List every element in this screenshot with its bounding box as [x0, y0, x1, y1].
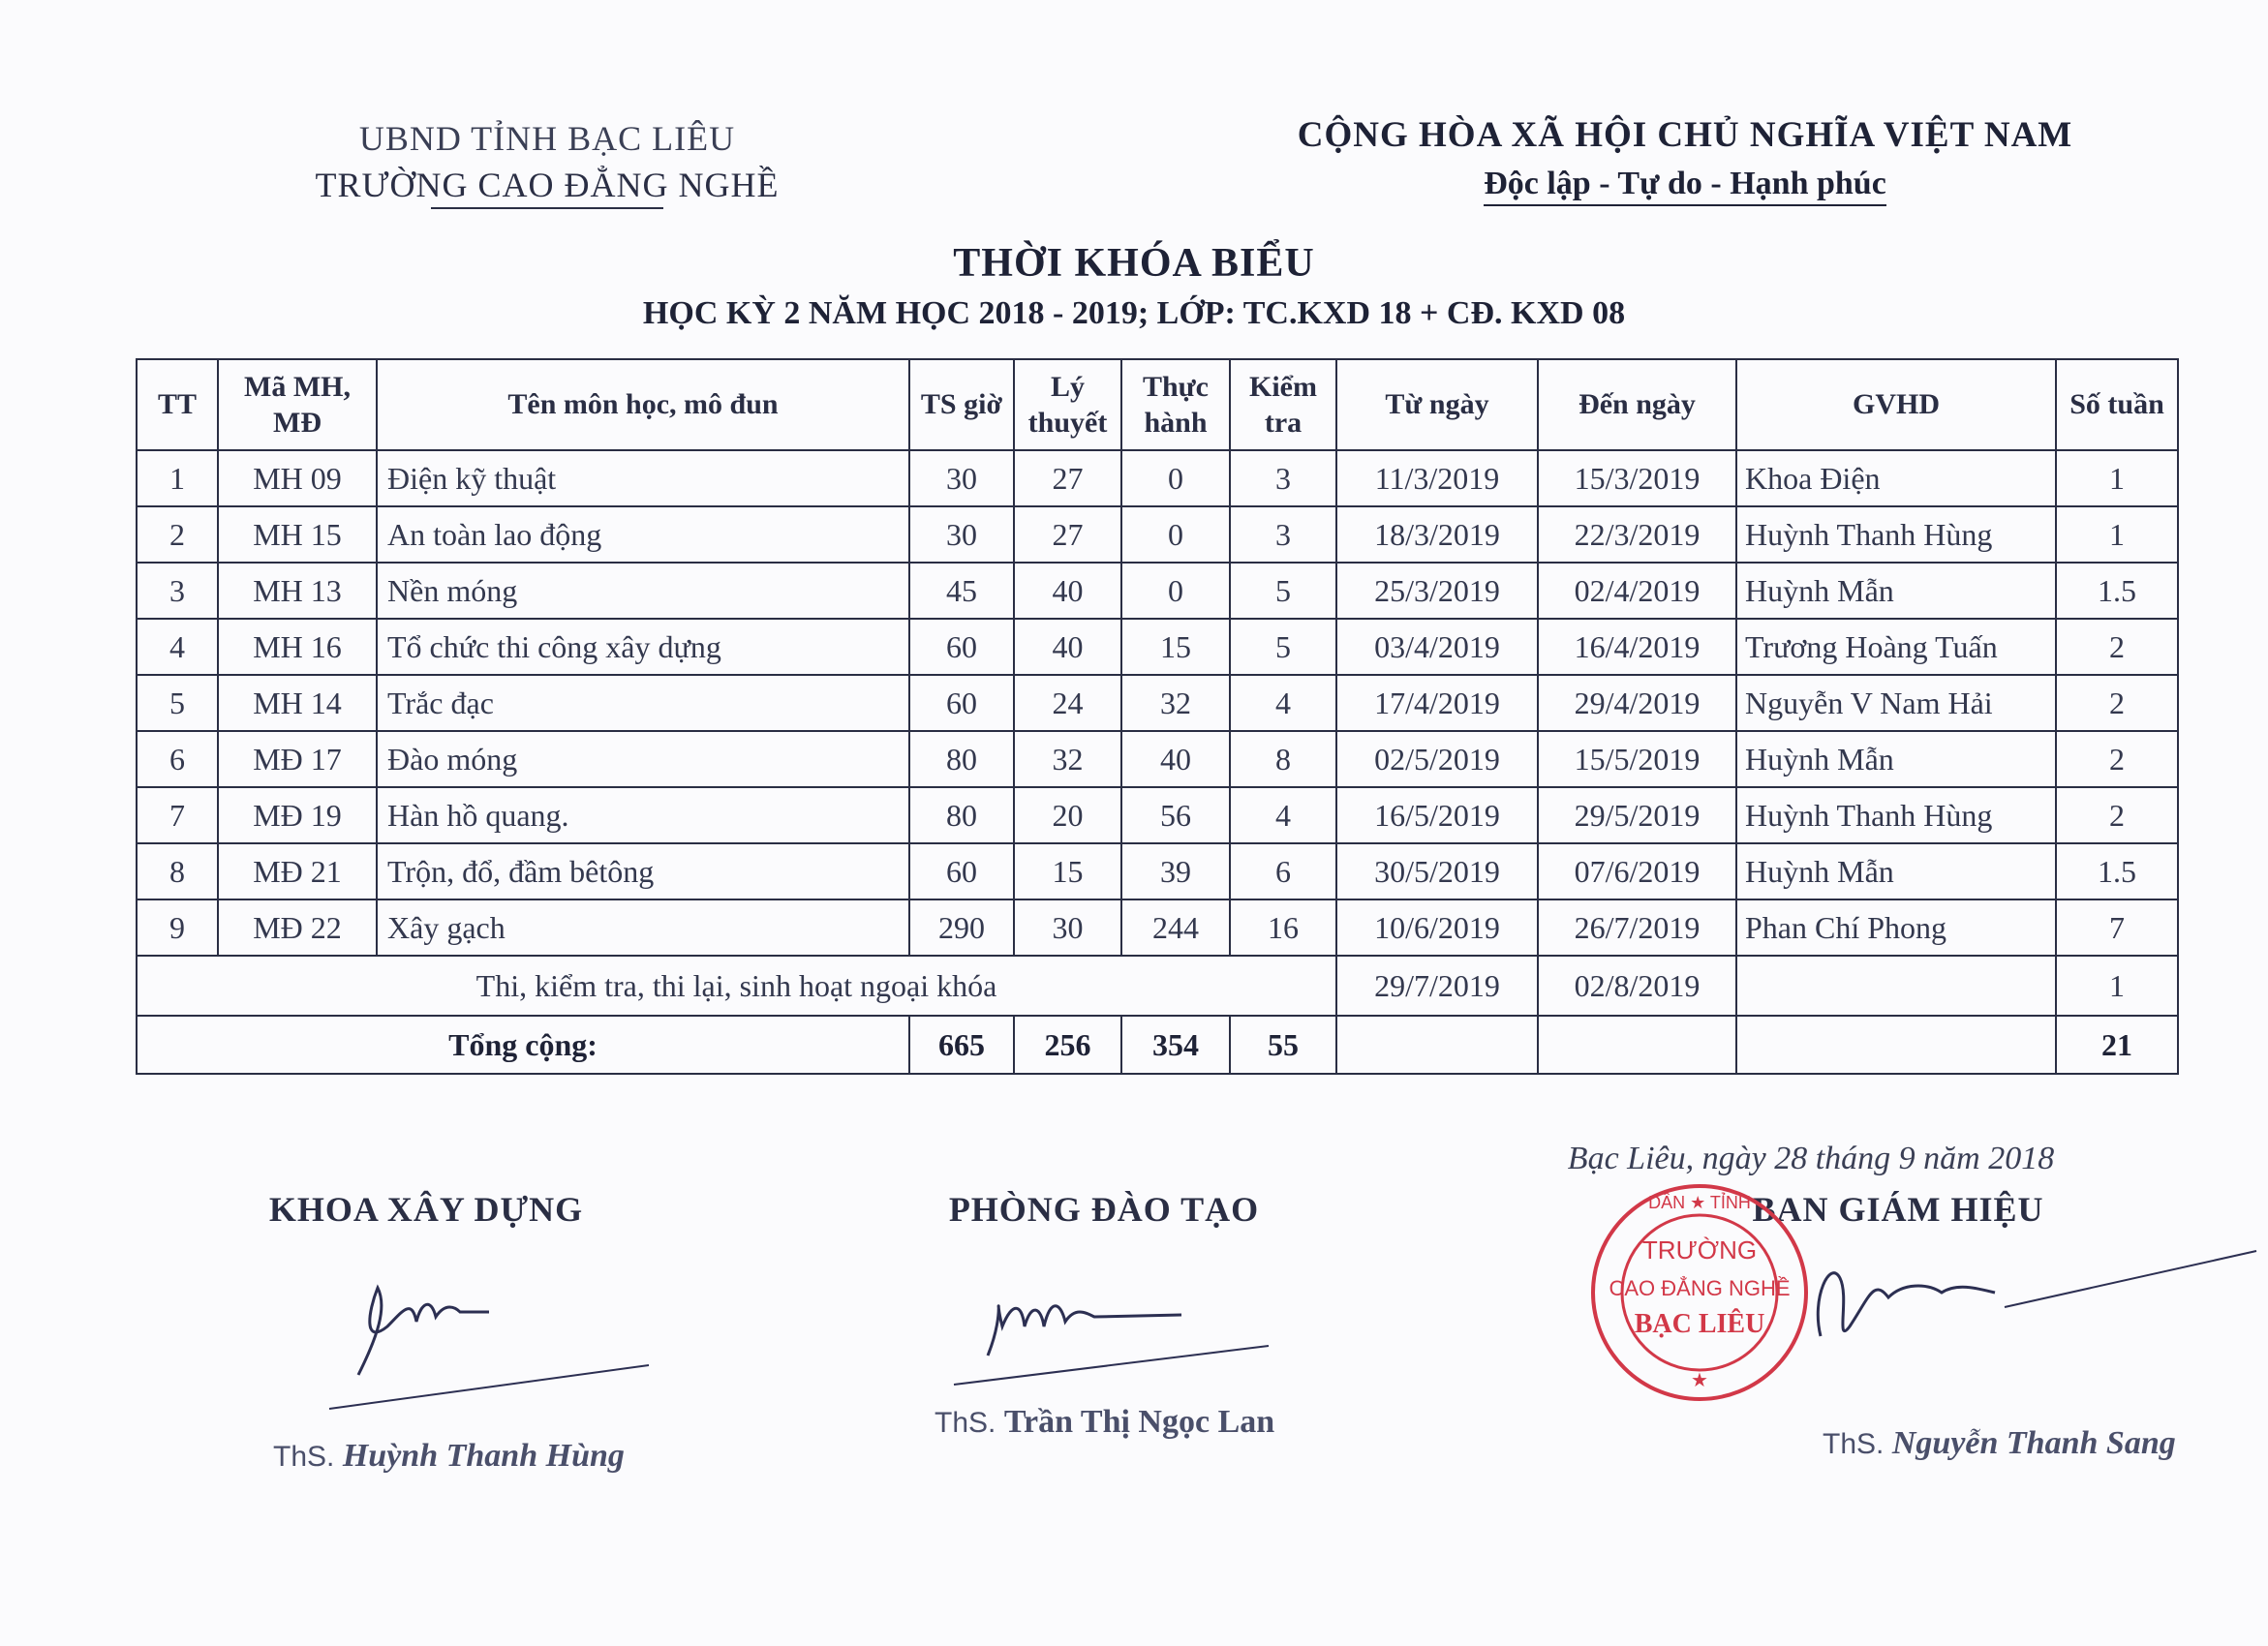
- cell-den: 26/7/2019: [1538, 899, 1736, 956]
- cell-ten: An toàn lao động: [377, 506, 909, 563]
- cell-ts: 30: [909, 506, 1014, 563]
- cell-ts: 60: [909, 619, 1014, 675]
- cell-gv: Trương Hoàng Tuấn: [1736, 619, 2056, 675]
- cell-tt: 9: [137, 899, 218, 956]
- right-signer-title: BAN GIÁM HIỆU: [1752, 1190, 2044, 1229]
- table-row: [137, 619, 2178, 675]
- cell-ten: Hàn hồ quang.: [377, 787, 909, 843]
- cell-lt: 24: [1014, 675, 1121, 731]
- cell-den: 07/6/2019: [1538, 843, 1736, 899]
- cell-lt: 27: [1014, 450, 1121, 506]
- exam-period-row: [137, 956, 2178, 1016]
- cell-ten: Nền móng: [377, 563, 909, 619]
- cell-ts: 45: [909, 563, 1014, 619]
- cell-tt: 2: [137, 506, 218, 563]
- cell-ten: Đào móng: [377, 731, 909, 787]
- cell-ten: Trộn, đổ, đầm bêtông: [377, 843, 909, 899]
- cell-tu: 16/5/2019: [1336, 787, 1538, 843]
- cell-tu: 11/3/2019: [1336, 450, 1538, 506]
- table-row: [137, 787, 2178, 843]
- middle-signature-mark: [949, 1268, 1298, 1394]
- cell-tuan: 2: [2056, 787, 2178, 843]
- cell-tuan: 2: [2056, 675, 2178, 731]
- cell-tu: 29/7/2019: [1336, 956, 1538, 1016]
- cell-ten: Điện kỹ thuật: [377, 450, 909, 506]
- cell-lt: 27: [1014, 506, 1121, 563]
- issuer-school: TRƯỜNG CAO ĐẲNG NGHỀ: [315, 166, 780, 204]
- col-header-tu: Từ ngày: [1336, 359, 1538, 450]
- col-header-lt: Lý thuyết: [1014, 359, 1121, 450]
- col-header-ten: Tên môn học, mô đun: [377, 359, 909, 450]
- table-row: [137, 563, 2178, 619]
- cell-tt: 3: [137, 563, 218, 619]
- cell-tuan: 1.5: [2056, 563, 2178, 619]
- national-name: CỘNG HÒA XÃ HỘI CHỦ NGHĨA VIỆT NAM: [1297, 115, 2073, 155]
- cell-kt: 5: [1230, 619, 1336, 675]
- national-motto-block: [1249, 114, 2121, 206]
- cell-tuan: 1.5: [2056, 843, 2178, 899]
- exam-period-label: Thi, kiểm tra, thi lại, sinh hoạt ngoại khóa: [137, 956, 1336, 1016]
- cell-tt: 7: [137, 787, 218, 843]
- cell-ma: MĐ 17: [218, 731, 377, 787]
- cell-kt: 3: [1230, 506, 1336, 563]
- cell-gv: Phan Chí Phong: [1736, 899, 2056, 956]
- cell-tu: 17/4/2019: [1336, 675, 1538, 731]
- total-gv: [1736, 1016, 2056, 1074]
- cell-tuan: 1: [2056, 450, 2178, 506]
- issuer-underline: [431, 207, 663, 209]
- cell-th: 0: [1121, 450, 1230, 506]
- total-tuan: 21: [2056, 1016, 2178, 1074]
- svg-text:★: ★: [1691, 1370, 1708, 1391]
- cell-ma: MĐ 19: [218, 787, 377, 843]
- cell-den: 29/5/2019: [1538, 787, 1736, 843]
- total-lt: 256: [1014, 1016, 1121, 1074]
- cell-kt: 4: [1230, 787, 1336, 843]
- cell-gv: Huỳnh Mẫn: [1736, 843, 2056, 899]
- cell-lt: 40: [1014, 619, 1121, 675]
- cell-gv: Huỳnh Mẫn: [1736, 731, 2056, 787]
- cell-th: 39: [1121, 843, 1230, 899]
- cell-tu: 30/5/2019: [1336, 843, 1538, 899]
- right-signature-mark: [1782, 1239, 2266, 1375]
- cell-den: 02/8/2019: [1538, 956, 1736, 1016]
- cell-lt: 15: [1014, 843, 1121, 899]
- cell-tuan: 1: [2056, 956, 2178, 1016]
- issuer-block: [223, 118, 872, 209]
- cell-den: 15/3/2019: [1538, 450, 1736, 506]
- cell-ts: 80: [909, 787, 1014, 843]
- total-tu: [1336, 1016, 1538, 1074]
- total-th: 354: [1121, 1016, 1230, 1074]
- table-row: [137, 506, 2178, 563]
- issuer-authority: UBND TỈNH BẠC LIÊU: [358, 119, 736, 158]
- cell-tt: 5: [137, 675, 218, 731]
- cell-kt: 5: [1230, 563, 1336, 619]
- cell-gv: Khoa Điện: [1736, 450, 2056, 506]
- cell-ts: 290: [909, 899, 1014, 956]
- cell-ts: 60: [909, 843, 1014, 899]
- svg-text:BẠC LIÊU: BẠC LIÊU: [1634, 1309, 1765, 1339]
- cell-tt: 4: [137, 619, 218, 675]
- cell-gv: Huỳnh Thanh Hùng: [1736, 787, 2056, 843]
- cell-lt: 32: [1014, 731, 1121, 787]
- cell-th: 15: [1121, 619, 1230, 675]
- document-title: THỜI KHÓA BIỂU: [953, 241, 1315, 286]
- cell-ma: MH 13: [218, 563, 377, 619]
- cell-tt: 6: [137, 731, 218, 787]
- cell-ts: 60: [909, 675, 1014, 731]
- cell-lt: 20: [1014, 787, 1121, 843]
- cell-ma: MĐ 22: [218, 899, 377, 956]
- table-header-row: [137, 359, 2178, 450]
- document-subtitle: HỌC KỲ 2 NĂM HỌC 2018 - 2019; LỚP: TC.KXD 18 + CĐ. KXD 08: [642, 295, 1626, 331]
- cell-den: 29/4/2019: [1538, 675, 1736, 731]
- table-row: [137, 450, 2178, 506]
- middle-signer-title: PHÒNG ĐÀO TẠO: [948, 1190, 1260, 1229]
- national-motto: Độc lập - Tự do - Hạnh phúc: [1484, 166, 1886, 206]
- cell-kt: 3: [1230, 450, 1336, 506]
- col-header-den: Đến ngày: [1538, 359, 1736, 450]
- col-header-tt: TT: [137, 359, 218, 450]
- total-den: [1538, 1016, 1736, 1074]
- cell-gv: Huỳnh Mẫn: [1736, 563, 2056, 619]
- svg-text:DÂN ★ TỈNH: DÂN ★ TỈNH: [1648, 1193, 1751, 1212]
- cell-ma: MH 15: [218, 506, 377, 563]
- col-header-th: Thực hành: [1121, 359, 1230, 450]
- svg-text:TRƯỜNG: TRƯỜNG: [1641, 1235, 1758, 1265]
- table-row: [137, 899, 2178, 956]
- cell-kt: 16: [1230, 899, 1336, 956]
- cell-th: 244: [1121, 899, 1230, 956]
- cell-tu: 02/5/2019: [1336, 731, 1538, 787]
- cell-th: 0: [1121, 506, 1230, 563]
- col-header-ma: Mã MH, MĐ: [218, 359, 377, 450]
- cell-th: 32: [1121, 675, 1230, 731]
- cell-tuan: 2: [2056, 619, 2178, 675]
- cell-tu: 10/6/2019: [1336, 899, 1538, 956]
- cell-tuan: 2: [2056, 731, 2178, 787]
- cell-th: 56: [1121, 787, 1230, 843]
- left-signer-name: ThS. Huỳnh Thanh Hùng: [273, 1438, 625, 1474]
- total-ts: 665: [909, 1016, 1014, 1074]
- cell-ts: 30: [909, 450, 1014, 506]
- cell-ma: MH 14: [218, 675, 377, 731]
- cell-tuan: 7: [2056, 899, 2178, 956]
- cell-th: 0: [1121, 563, 1230, 619]
- total-label: Tổng cộng:: [137, 1016, 909, 1074]
- cell-tt: 8: [137, 843, 218, 899]
- cell-th: 40: [1121, 731, 1230, 787]
- timetable: [136, 358, 2179, 1075]
- cell-ten: Trắc đạc: [377, 675, 909, 731]
- total-kt: 55: [1230, 1016, 1336, 1074]
- cell-den: 02/4/2019: [1538, 563, 1736, 619]
- cell-gv: [1736, 956, 2056, 1016]
- table-row: [137, 675, 2178, 731]
- cell-lt: 40: [1014, 563, 1121, 619]
- col-header-ts: TS giờ: [909, 359, 1014, 450]
- cell-lt: 30: [1014, 899, 1121, 956]
- place-date-line: Bạc Liêu, ngày 28 tháng 9 năm 2018: [1567, 1141, 2055, 1176]
- table-row: [137, 731, 2178, 787]
- cell-gv: Nguyễn V Nam Hải: [1736, 675, 2056, 731]
- cell-kt: 8: [1230, 731, 1336, 787]
- cell-ma: MH 09: [218, 450, 377, 506]
- cell-ma: MH 16: [218, 619, 377, 675]
- table-row: [137, 843, 2178, 899]
- cell-kt: 6: [1230, 843, 1336, 899]
- cell-tu: 18/3/2019: [1336, 506, 1538, 563]
- cell-tu: 25/3/2019: [1336, 563, 1538, 619]
- cell-tu: 03/4/2019: [1336, 619, 1538, 675]
- cell-den: 15/5/2019: [1538, 731, 1736, 787]
- cell-ma: MĐ 21: [218, 843, 377, 899]
- cell-tt: 1: [137, 450, 218, 506]
- left-signer-title: KHOA XÂY DỰNG: [268, 1190, 584, 1229]
- middle-signer-name: ThS. Trần Thị Ngọc Lan: [935, 1404, 1275, 1440]
- cell-ten: Tổ chức thi công xây dựng: [377, 619, 909, 675]
- table-body: [137, 450, 2178, 1074]
- cell-ten: Xây gạch: [377, 899, 909, 956]
- total-row: [137, 1016, 2178, 1074]
- col-header-kt: Kiểm tra: [1230, 359, 1336, 450]
- cell-gv: Huỳnh Thanh Hùng: [1736, 506, 2056, 563]
- cell-den: 16/4/2019: [1538, 619, 1736, 675]
- cell-tuan: 1: [2056, 506, 2178, 563]
- official-seal: [1588, 1181, 1811, 1404]
- cell-den: 22/3/2019: [1538, 506, 1736, 563]
- svg-text:CAO ĐẲNG NGHỀ: CAO ĐẲNG NGHỀ: [1609, 1276, 1791, 1300]
- cell-kt: 4: [1230, 675, 1336, 731]
- cell-ts: 80: [909, 731, 1014, 787]
- right-signer-name: ThS. Nguyễn Thanh Sang: [1823, 1425, 2176, 1461]
- col-header-tuan: Số tuần: [2056, 359, 2178, 450]
- left-signature-mark: [320, 1268, 668, 1423]
- col-header-gv: GVHD: [1736, 359, 2056, 450]
